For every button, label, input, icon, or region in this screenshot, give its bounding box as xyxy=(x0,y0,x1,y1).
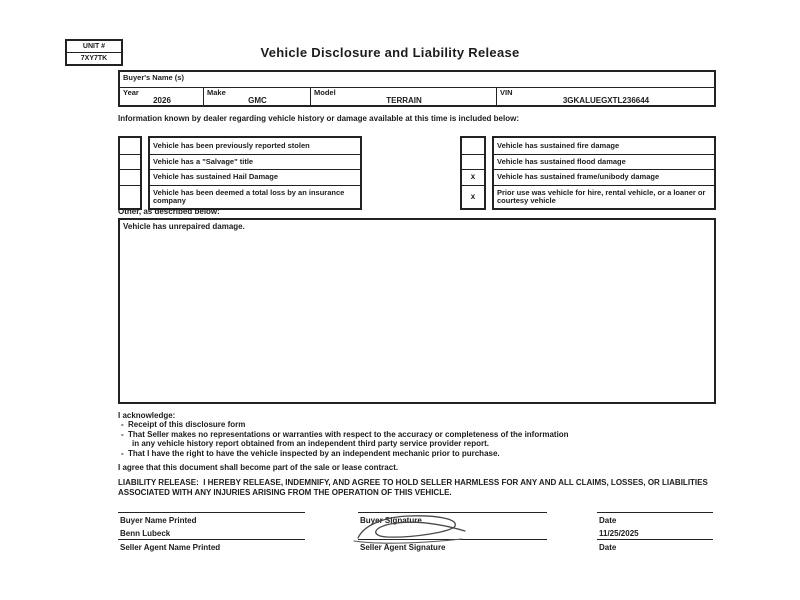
bullet-dash: - xyxy=(121,448,124,458)
acknowledge-heading: I acknowledge: xyxy=(118,411,176,420)
buyer-signature-label: Buyer Signature xyxy=(360,516,422,525)
seller-agent-name-printed-label: Seller Agent Name Printed xyxy=(120,543,221,552)
agree-statement: I agree that this document shall become part of the sale or lease contract. xyxy=(118,463,399,472)
checkbox-hail-damage[interactable] xyxy=(120,169,140,185)
seller-agent-date-label: Date xyxy=(599,543,617,552)
disclosure-label-fire-damage: Vehicle has sustained fire damage xyxy=(497,140,620,150)
checkbox-prior-use[interactable]: x xyxy=(462,185,484,208)
unit-number-value: 7XY7TK xyxy=(67,52,121,64)
checkbox-flood-damage[interactable] xyxy=(462,154,484,170)
checkbox-frame-damage[interactable]: x xyxy=(462,169,484,185)
buyer-date-field[interactable] xyxy=(597,499,713,513)
make-label: Make xyxy=(207,88,226,97)
other-section-label: Other, as described below: xyxy=(118,207,220,216)
disclosure-label-prior-use: Prior use was vehicle for hire, rental vehicle, or a loaner or courtesy vehicle xyxy=(494,185,714,208)
vin-cell xyxy=(496,88,714,105)
year-cell xyxy=(120,88,203,105)
disclosure-label-salvage-title: Vehicle has a "Salvage" title xyxy=(150,154,360,170)
right-disclosure-labels xyxy=(492,136,716,210)
vehicle-info-table xyxy=(118,70,716,107)
disclosure-label-flood-damage: Vehicle has sustained flood damage xyxy=(494,154,714,170)
liability-release-statement: LIABILITY RELEASE: I HEREBY RELEASE, INDEMNIFY, AND AGREE TO HOLD SELLER HARMLESS FOR ANY AND ALL CLAIMS, LOSSES, OR LIABILITIES ASSOCIATED WITH ANY INJURIES ARISING FROM THE OPERATION OF THIS VEHICLE. xyxy=(118,478,710,497)
year-label: Year xyxy=(123,88,139,97)
seller-agent-name-value: Benn Lubeck xyxy=(120,529,171,538)
other-description-text: Vehicle has unrepaired damage. xyxy=(123,222,245,231)
acknowledge-line-2-cont xyxy=(118,439,569,448)
unit-number-label: UNIT # xyxy=(82,43,106,50)
dealer-info-line: Information known by dealer regarding vehicle history or damage available at this time is included below: xyxy=(118,114,519,123)
seller-agent-date-value: 11/25/2025 xyxy=(599,529,639,538)
acknowledge-line-2 xyxy=(118,430,569,439)
acknowledge-text-3: That I have the right to have the vehicle inspected by an independent mechanic prior to purchase. xyxy=(128,448,500,458)
buyer-date-label: Date xyxy=(599,516,617,525)
handwritten-signature-icon xyxy=(350,511,480,547)
buyer-name-printed-label: Buyer Name Printed xyxy=(120,516,197,525)
acknowledge-text-1: Receipt of this disclosure form xyxy=(128,420,246,430)
bullet-dash: - xyxy=(121,420,124,430)
disclosure-label-hail-damage: Vehicle has sustained Hail Damage xyxy=(150,169,360,185)
bullet-dash: - xyxy=(121,429,124,439)
buyer-name-field[interactable] xyxy=(120,72,714,88)
make-value: GMC xyxy=(248,95,267,105)
acknowledge-text-2-cont: in any vehicle history report obtained from an independent third party service provider report. xyxy=(132,439,489,449)
checkbox-salvage-title[interactable] xyxy=(120,154,140,170)
left-checkbox-column xyxy=(118,136,142,210)
acknowledgment-section xyxy=(118,411,569,458)
buyer-name-label: Buyer's Name (s) xyxy=(123,73,184,82)
buyer-name-printed-field[interactable] xyxy=(118,499,305,513)
acknowledge-line-3 xyxy=(118,449,569,458)
checkbox-total-loss[interactable] xyxy=(120,185,140,208)
model-cell xyxy=(310,88,496,105)
acknowledge-line-1 xyxy=(118,420,569,429)
vehicle-row xyxy=(120,88,714,105)
make-cell xyxy=(203,88,310,105)
checkbox-fire-damage[interactable] xyxy=(462,138,484,154)
disclosure-label-stolen: Vehicle has been previously reported stolen xyxy=(153,140,310,150)
disclosure-label-frame-damage: Vehicle has sustained frame/unibody damage xyxy=(494,169,714,185)
checkbox-stolen[interactable] xyxy=(120,138,140,154)
other-description-box[interactable] xyxy=(118,218,716,404)
disclosure-label-total-loss: Vehicle has been deemed a total loss by an insurance company xyxy=(150,185,360,208)
model-value: TERRAIN xyxy=(386,95,422,105)
seller-agent-name-printed-field[interactable] xyxy=(118,526,305,540)
left-disclosure-labels xyxy=(148,136,362,210)
bullet-spacer xyxy=(118,439,128,448)
seller-agent-signature-label: Seller Agent Signature xyxy=(360,543,446,552)
vin-label: VIN xyxy=(500,88,513,97)
right-checkbox-column xyxy=(460,136,486,210)
vin-value: 3GKALUEGXTL236644 xyxy=(562,95,650,105)
year-value: 2026 xyxy=(153,95,171,105)
model-label: Model xyxy=(314,88,336,97)
acknowledge-text-2: That Seller makes no representations or warranties with respect to the accuracy or completeness of the information xyxy=(128,429,569,439)
seller-agent-date-field[interactable] xyxy=(597,526,713,540)
page-title: Vehicle Disclosure and Liability Release xyxy=(260,45,520,60)
